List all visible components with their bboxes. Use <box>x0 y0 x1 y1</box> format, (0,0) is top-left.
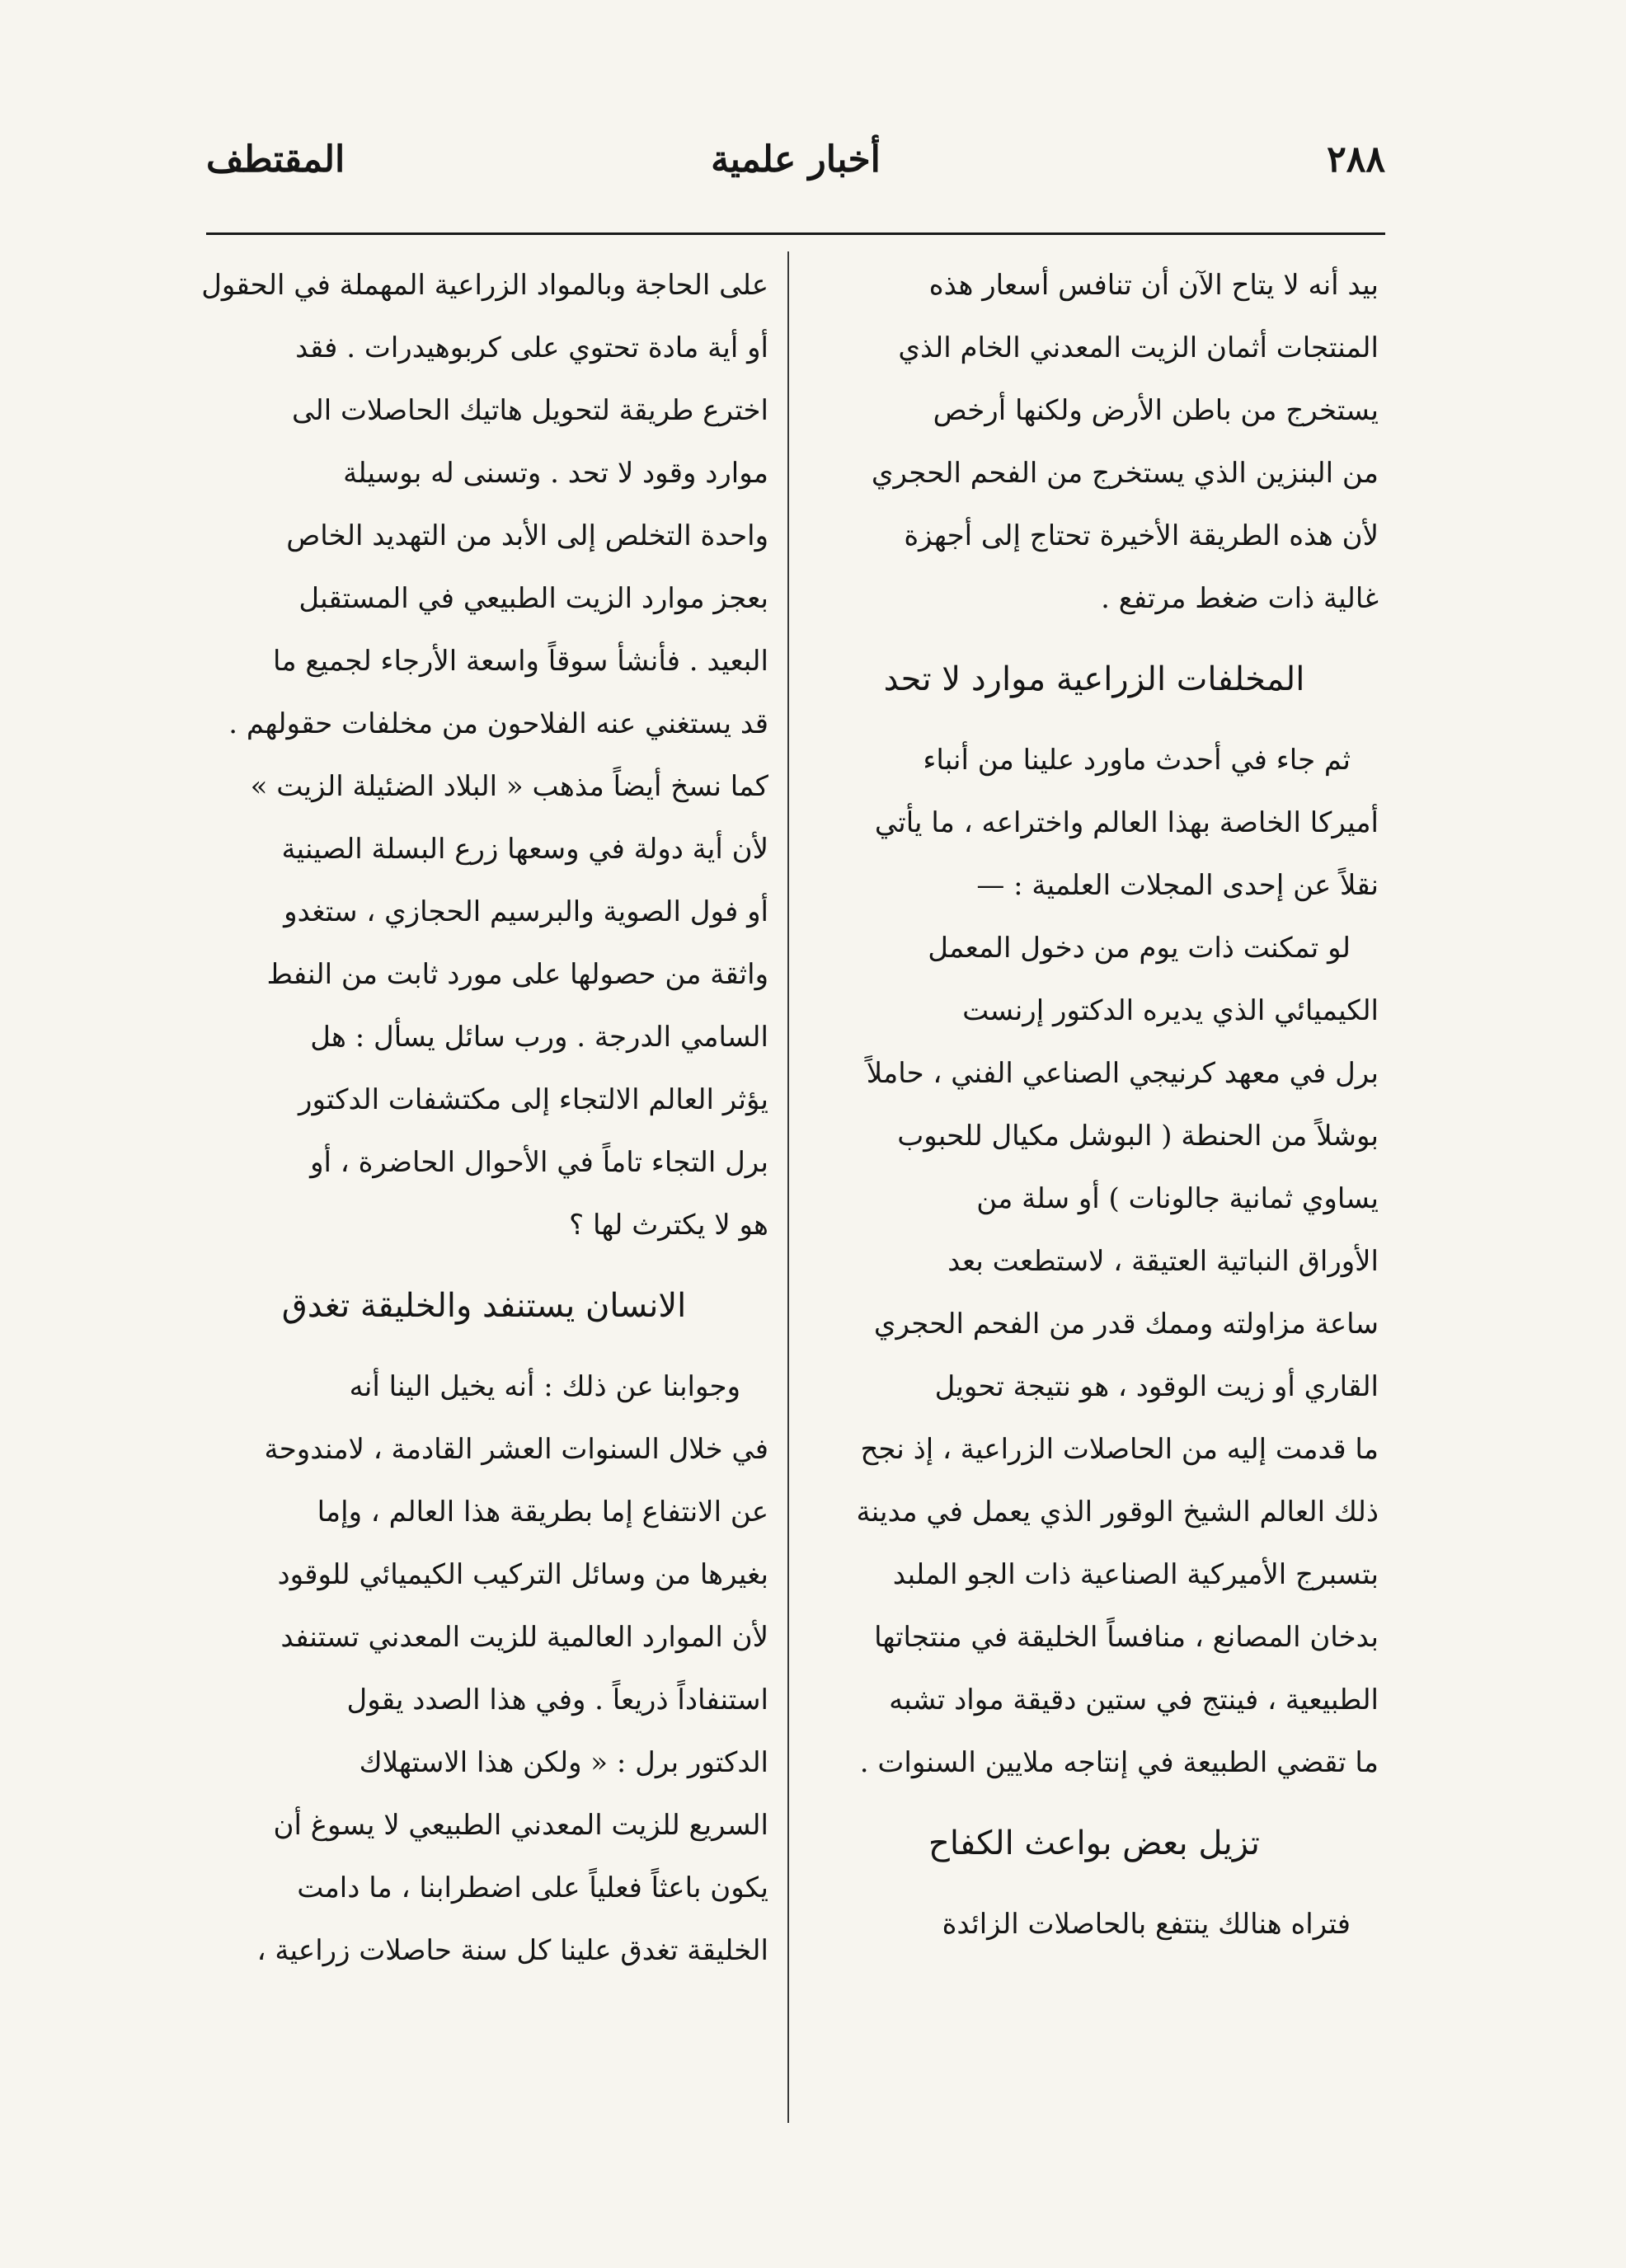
text-line: ما تقضي الطبيعة في إنتاجه ملايين السنوات . <box>859 1746 1379 1779</box>
text-line: واحدة التخلص إلى الأبد من التهديد الخاص <box>286 519 768 552</box>
text-line: بيد أنه لا يتاح الآن أن تنافس أسعار هذه <box>928 269 1379 302</box>
text-line: يستخرج من باطن الأرض ولكنها أرخص <box>933 394 1379 427</box>
text-line: الدكتور برل : « ولكن هذا الاستهلاك <box>359 1746 768 1779</box>
text-line: بوشلاً من الحنطة ( البوشل مكيال للحبوب <box>897 1120 1379 1153</box>
text-line: السريع للزيت المعدني الطبيعي لا يسوغ أن <box>273 1809 768 1842</box>
right-column <box>810 254 1379 1956</box>
text-line: يكون باعثاً فعلياً على اضطرابنا ، ما دامت <box>297 1871 768 1904</box>
text-line: هو لا يكترث لها ؟ <box>569 1209 768 1242</box>
text-line: وجوابنا عن ذلك : أنه يخيل الينا أنه <box>349 1370 740 1403</box>
text-line: أو فول الصوية والبرسيم الحجازي ، ستغدو <box>284 895 768 928</box>
text-line: ذلك العالم الشيخ الوقور الذي يعمل في مدينة <box>856 1496 1379 1528</box>
text-line: موارد وقود لا تحد . وتسنى له بوسيلة <box>343 457 768 490</box>
text-line: استنفاداً ذريعاً . وفي هذا الصدد يقول <box>346 1683 768 1716</box>
text-line: لأن الموارد العالمية للزيت المعدني تستنفد <box>280 1621 768 1654</box>
text-line: بدخان المصانع ، منافساً الخليقة في منتجاتها <box>874 1621 1379 1654</box>
text-line: برل في معهد كرنيجي الصناعي الفني ، حاملاً <box>866 1057 1379 1090</box>
text-line: لأن هذه الطريقة الأخيرة تحتاج إلى أجهزة <box>904 519 1379 552</box>
right-column-heading: تزيل بعض بواعث الكفاح <box>928 1824 1260 1862</box>
text-line: المنتجات أثمان الزيت المعدني الخام الذي <box>898 331 1379 364</box>
right-column-heading: المخلفات الزراعية موارد لا تحد <box>883 660 1305 698</box>
page-header <box>206 139 1385 196</box>
text-line: نقلاً عن إحدى المجلات العلمية : — <box>976 869 1379 902</box>
text-line: لو تمكنت ذات يوم من دخول المعمل <box>928 932 1351 965</box>
text-line: واثقة من حصولها على مورد ثابت من النفط <box>266 958 768 991</box>
column-divider <box>787 251 789 2123</box>
text-line: الخليقة تغدق علينا كل سنة حاصلات زراعية ، <box>256 1934 768 1967</box>
text-line: غالية ذات ضغط مرتفع . <box>1101 582 1379 615</box>
text-line: ما قدمت إليه من الحاصلات الزراعية ، إذ نجح <box>860 1433 1379 1466</box>
text-line: أميركا الخاصة بهذا العالم واختراعه ، ما يأتي <box>874 806 1379 839</box>
text-line: يؤثر العالم الالتجاء إلى مكتشفات الدكتور <box>298 1083 768 1116</box>
text-line: السامي الدرجة . ورب سائل يسأل : هل <box>310 1021 768 1054</box>
left-column-heading: الانسان يستنفد والخليقة تغدق <box>281 1287 687 1325</box>
text-line: في خلال السنوات العشر القادمة ، لامندوحة <box>264 1433 768 1466</box>
text-line: أو أية مادة تحتوي على كربوهيدرات . فقد <box>295 331 768 364</box>
running-title: أخبار علمية <box>711 139 881 181</box>
left-column <box>200 254 768 1982</box>
header-rule <box>206 232 1385 235</box>
text-line: ساعة مزاولته وممك قدر من الفحم الحجري <box>873 1308 1379 1341</box>
text-line: كما نسخ أيضاً مذهب « البلاد الضئيلة الزيت » <box>250 770 768 803</box>
text-line: اخترع طريقة لتحويل هاتيك الحاصلات الى <box>292 394 768 427</box>
text-line: بغيرها من وسائل التركيب الكيميائي للوقود <box>277 1558 768 1591</box>
text-line: قد يستغني عنه الفلاحون من مخلفات حقولهم . <box>228 707 768 740</box>
text-line: على الحاجة وبالمواد الزراعية المهملة في الحقول <box>201 269 768 302</box>
text-line: الكيميائي الذي يديره الدكتور إرنست <box>962 994 1379 1027</box>
page-number: ٢٨٨ <box>1327 139 1385 181</box>
text-line: ثم جاء في أحدث ماورد علينا من أنباء <box>923 744 1351 777</box>
text-line: القاري أو زيت الوقود ، هو نتيجة تحويل <box>934 1370 1379 1403</box>
text-line: من البنزين الذي يستخرج من الفحم الحجري <box>871 457 1379 490</box>
text-line: برل التجاء تاماً في الأحوال الحاضرة ، أو <box>310 1146 768 1179</box>
text-line: لأن أية دولة في وسعها زرع البسلة الصينية <box>281 833 768 866</box>
text-line: البعيد . فأنشأ سوقاً واسعة الأرجاء لجميع ما <box>273 645 768 678</box>
text-line: يساوي ثمانية جالونات ) أو سلة من <box>976 1182 1379 1215</box>
text-line: فتراه هنالك ينتفع بالحاصلات الزائدة <box>942 1908 1351 1941</box>
text-line: عن الانتفاع إما بطريقة هذا العالم ، وإما <box>317 1496 768 1528</box>
text-line: الأوراق النباتية العتيقة ، لاستطعت بعد <box>947 1245 1379 1278</box>
text-line: الطبيعية ، فينتج في ستين دقيقة مواد تشبه <box>889 1683 1379 1716</box>
text-line: بعجز موارد الزيت الطبيعي في المستقبل <box>298 582 768 615</box>
text-line: بتسبرج الأميركية الصناعية ذات الجو الملبد <box>892 1558 1379 1591</box>
journal-name: المقتطف <box>206 139 345 181</box>
